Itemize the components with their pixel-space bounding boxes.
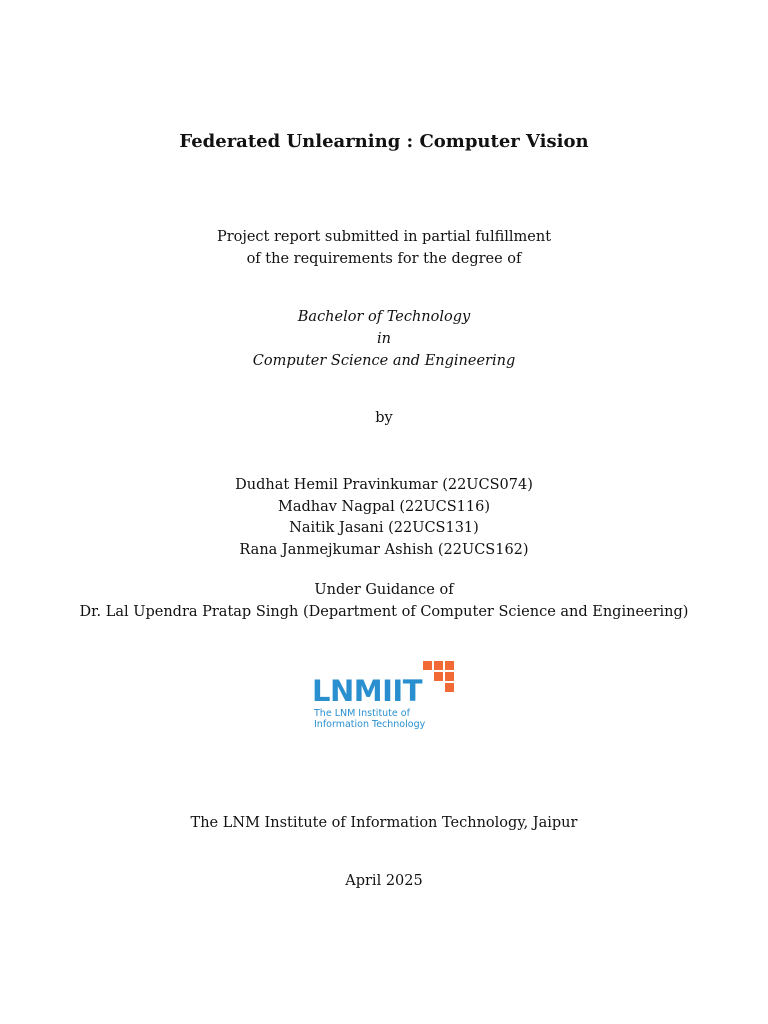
author-name: Dudhat Hemil Pravinkumar (22UCS074) bbox=[235, 477, 533, 493]
author-name: Naitik Jasani (22UCS131) bbox=[289, 520, 479, 536]
logo-square bbox=[434, 672, 443, 681]
degree-connector: in bbox=[377, 331, 391, 347]
submission-line-2: of the requirements for the degree of bbox=[246, 251, 522, 267]
logo-wordmark: LNMIIT bbox=[312, 674, 422, 708]
submission-line-1: Project report submitted in partial fulfillment bbox=[216, 229, 552, 245]
logo-square bbox=[434, 661, 443, 670]
degree-name: Bachelor of Technology bbox=[297, 309, 471, 325]
lnmiit-logo bbox=[312, 660, 462, 734]
logo-square bbox=[445, 672, 454, 681]
report-date: April 2025 bbox=[345, 873, 423, 889]
logo-subtitle-line-2: Information Technology bbox=[314, 719, 426, 730]
author-name: Madhav Nagpal (22UCS116) bbox=[277, 499, 491, 515]
guidance-label: Under Guidance of bbox=[314, 582, 454, 598]
institute-name: The LNM Institute of Information Technology, Jaipur bbox=[190, 815, 578, 831]
logo-square bbox=[445, 683, 454, 692]
logo-square bbox=[423, 661, 432, 670]
by-label: by bbox=[375, 410, 393, 426]
author-name: Rana Janmejkumar Ashish (22UCS162) bbox=[239, 542, 529, 558]
logo-square bbox=[445, 661, 454, 670]
report-title: Federated Unlearning : Computer Vision bbox=[179, 131, 589, 152]
degree-field: Computer Science and Engineering bbox=[252, 353, 516, 369]
guide-name: Dr. Lal Upendra Pratap Singh (Department of Computer Science and Engineering) bbox=[79, 604, 689, 620]
logo-subtitle-line-1: The LNM Institute of bbox=[314, 708, 410, 719]
